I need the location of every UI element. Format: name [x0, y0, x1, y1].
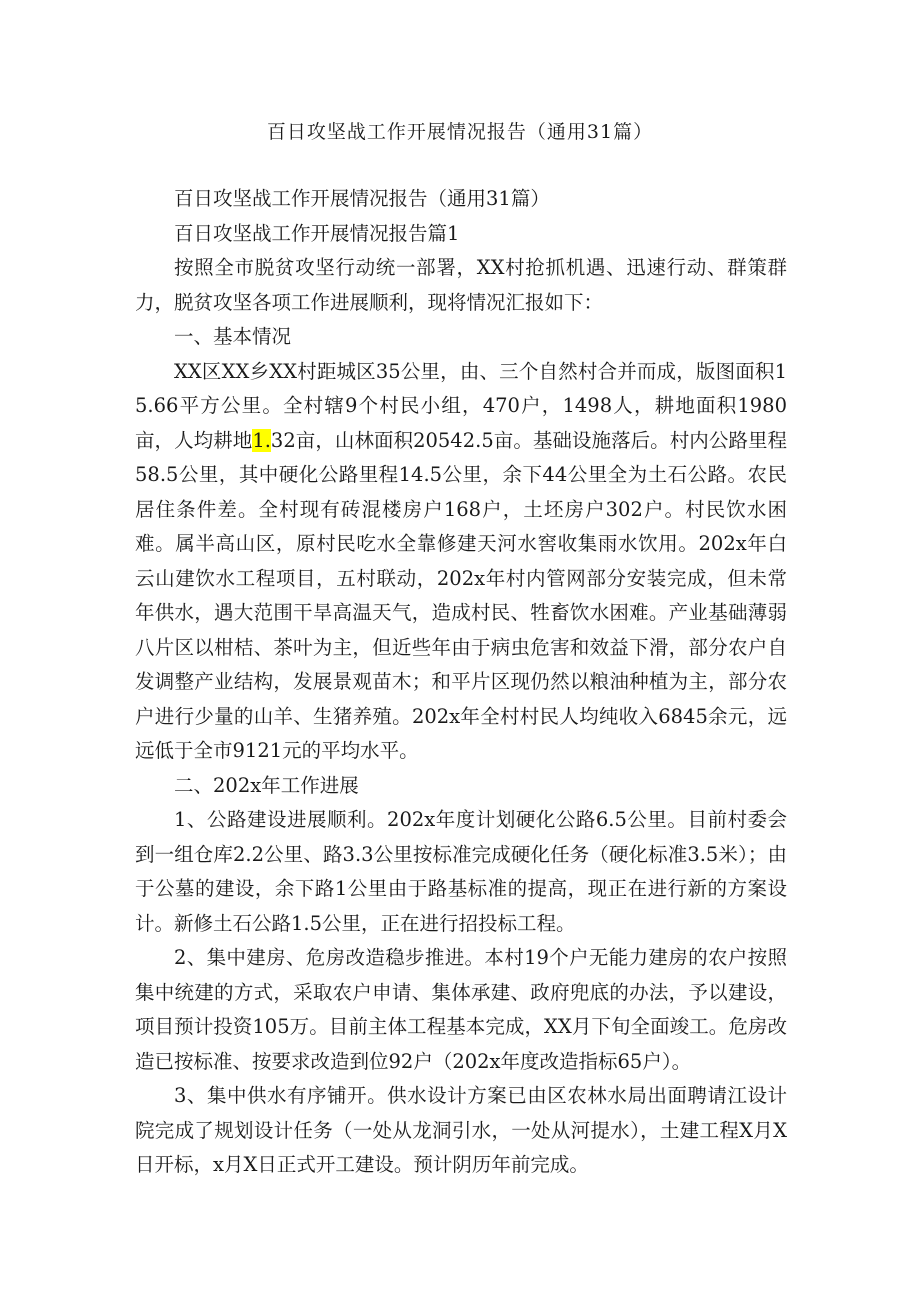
- progress-item-road: 1、公路建设进展顺利。202x年度计划硬化公路6.5公里。目前村委会到一组仓库2.2公里、路3.3公里按标准完成硬化任务（硬化标准3.5米）；由于公墓的建设，余下路1公里由于路基标准的提高，现正在进行新的方案设计。新修土石公路1.5公里，正在进行招投标工程。: [135, 808, 787, 935]
- basic-text-after: 32亩，山林面积20542.5亩。基础设施落后。村内公路里程58.5公里，其中硬化公路里程14.5公里，余下44公里全为土石公路。农民居住条件差。全村现有砖混楼房户168户，土坯房户302户。村民饮水困难。属半高山区，原村民吃水全靠修建天河水窖收集雨水饮用。202x年白云山建饮水工程项目，五村联动，202x年村内管网部分安装完成，但未常年供水，遇大范围干旱高温天气，造成村民、牲畜饮水困难。产业基础薄弱八片区以柑桔、茶叶为主，但近些年由于病虫危害和效益下滑，部分农户自发调整产业结构，发展景观苗木；和平片区现仍然以粮油种植为主，部分农户进行少量的山羊、生猪养殖。202x年全村村民人均纯收入6845余元，远远低于全市9121元的平均水平。: [135, 428, 787, 762]
- basic-situation-paragraph: [135, 355, 787, 769]
- progress-item-housing: 2、集中建房、危房改造稳步推进。本村19个户无能力建房的农户按照集中统建的方式，采取农户申请、集体承建、政府兜底的办法，予以建设，项目预计投资105万。目前主体工程基本完成，XX月下旬全面竣工。危房改造已按标准、按要求改造到位92户（202x年度改造指标65户）。: [135, 946, 787, 1073]
- heading-basic-situation: 一、基本情况: [174, 325, 292, 348]
- section-heading: 百日攻坚战工作开展情况报告篇1: [174, 221, 460, 245]
- subtitle-line: 百日攻坚战工作开展情况报告（通用31篇）: [174, 187, 550, 210]
- document-body: [135, 182, 787, 1183]
- basic-text-before: XX区XX乡XX村距城区35公里，由、三个自然村合并而成，版图面积15.66平方公里。全村辖9个村民小组，470户，1498人，耕地面积1980亩，人均耕地: [135, 359, 787, 452]
- heading-work-progress: 二、202x年工作进展: [174, 773, 359, 797]
- intro-paragraph: 按照全市脱贫攻坚行动统一部署，XX村抢抓机遇、迅速行动、群策群力，脱贫攻坚各项工作进展顺利，现将情况汇报如下：: [135, 256, 787, 314]
- progress-item-water: 3、集中供水有序铺开。供水设计方案已由区农林水局出面聘请江设计院完成了规划设计任务（一处从龙洞引水，一处从河提水），土建工程X月X日开标，x月X日正式开工建设。预计阴历年前完成。: [135, 1084, 787, 1176]
- document-title: 百日攻坚战工作开展情况报告（通用31篇）: [266, 121, 654, 143]
- highlighted-text: 1.: [252, 428, 271, 452]
